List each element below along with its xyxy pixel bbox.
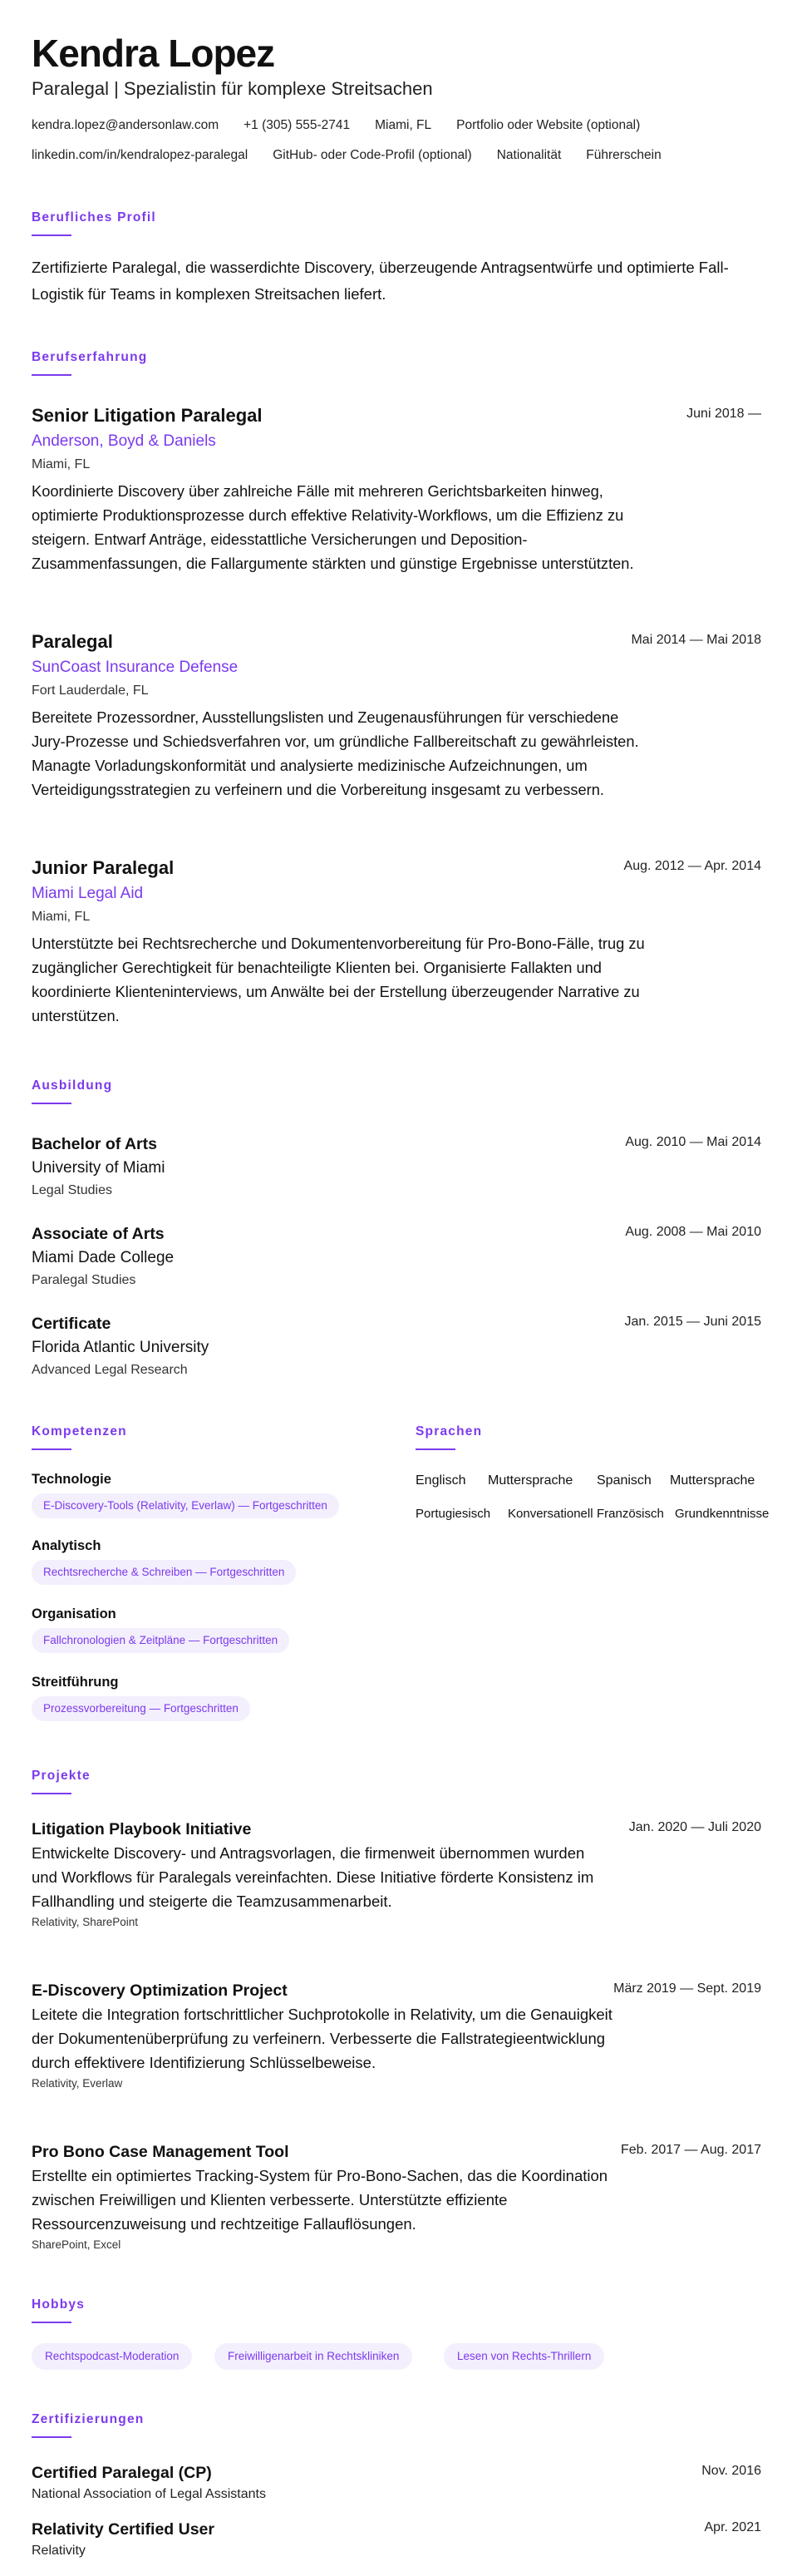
project-tech: SharePoint, Excel: [32, 2238, 121, 2251]
project-entry: [32, 1979, 761, 2093]
project-date: Feb. 2017 — Aug. 2017: [620, 2143, 761, 2157]
skill-chip: Rechtsrecherche & Schreiben — Fortgeschritten: [32, 1560, 296, 1585]
section-heading-languages: Sprachen: [416, 1424, 483, 1439]
education-entry: [32, 1222, 761, 1291]
language-level: Grundkenntnisse: [675, 1507, 770, 1521]
certification-date: Nov. 2016: [701, 2464, 761, 2478]
contact-row: [32, 116, 780, 135]
project-date: März 2019 — Sept. 2019: [613, 1981, 761, 1996]
resume-page: [32, 0, 770, 2576]
education-degree: Associate of Arts: [32, 1225, 165, 1243]
candidate-tagline: Paralegal | Spezialistin für komplexe Streitsachen: [32, 78, 433, 99]
certification-title: Relativity Certified User: [32, 2520, 214, 2539]
job-title: Senior Litigation Paralegal: [32, 405, 263, 426]
job-entry: [32, 402, 761, 575]
education-date: Jan. 2015 — Juni 2015: [624, 1315, 761, 1329]
language-name: Portugiesisch: [416, 1507, 491, 1521]
education-entry: [32, 1133, 761, 1202]
section-heading-hobbies: Hobbys: [32, 2297, 86, 2312]
education-date: Aug. 2010 — Mai 2014: [625, 1135, 761, 1149]
job-date: Aug. 2012 — Apr. 2014: [623, 859, 761, 873]
section-heading-experience: Berufserfahrung: [32, 350, 148, 364]
job-location: Miami, FL: [32, 910, 91, 924]
language-name: Französisch: [597, 1507, 664, 1521]
education-date: Aug. 2008 — Mai 2010: [625, 1225, 761, 1239]
job-date: Mai 2014 — Mai 2018: [631, 633, 761, 647]
language-level: Muttersprache: [670, 1473, 755, 1488]
education-field: Legal Studies: [32, 1183, 112, 1197]
project-date: Jan. 2020 — Juli 2020: [628, 1820, 761, 1834]
education-field: Advanced Legal Research: [32, 1363, 188, 1377]
candidate-name: Kendra Lopez: [32, 32, 275, 75]
section-heading-education: Ausbildung: [32, 1078, 113, 1093]
contact-row: [32, 146, 780, 165]
skill-category: Analytisch: [32, 1538, 101, 1553]
section-heading-skills: Kompetenzen: [32, 1424, 127, 1439]
contact-phone[interactable]: +1 (305) 555-2741: [244, 118, 351, 132]
project-description: Erstellte ein optimiertes Tracking-System für Pro-Bono-Sachen, das die Koordination zwischen Freiwilligen und Klienten verbesserte. Unterstützte effiziente Ressourcenzuweisung und rechtzeitige Fallauflösungen.: [32, 2167, 608, 2233]
education-school: Florida Atlantic University: [32, 1339, 209, 1356]
job-title: Paralegal: [32, 631, 113, 652]
contact-linkedin[interactable]: linkedin.com/in/kendralopez-paralegal: [32, 148, 248, 162]
certification-title: Certified Paralegal (CP): [32, 2464, 212, 2482]
job-entry: [32, 629, 761, 802]
contact-email[interactable]: kendra.lopez@andersonlaw.com: [32, 118, 219, 132]
language-name: Spanisch: [597, 1473, 652, 1488]
hobby-chip: Freiwilligenarbeit in Rechtskliniken: [214, 2343, 412, 2370]
project-title: E-Discovery Optimization Project: [32, 1981, 288, 2000]
profile-summary: Zertifizierte Paralegal, die wasserdichte Discovery, überzeugende Antragsentwürfe und optimierte Fall-Logistik für Teams in komplexen Streitsachen liefert.: [32, 259, 729, 303]
contact-nationality: Nationalität: [496, 148, 562, 162]
contact-portfolio[interactable]: Portfolio oder Website (optional): [456, 118, 641, 132]
certification-entry: [32, 2518, 761, 2561]
language-name: Englisch: [416, 1473, 466, 1488]
language-level: Konversationell: [508, 1507, 593, 1521]
project-title: Pro Bono Case Management Tool: [32, 2143, 289, 2161]
certification-date: Apr. 2021: [704, 2520, 761, 2534]
education-degree: Certificate: [32, 1315, 111, 1333]
project-tech: Relativity, Everlaw: [32, 2077, 123, 2090]
project-entry: [32, 1818, 761, 1932]
education-entry: [32, 1312, 761, 1381]
skill-category: Organisation: [32, 1606, 116, 1621]
education-school: Miami Dade College: [32, 1249, 175, 1266]
job-title: Junior Paralegal: [32, 857, 175, 878]
language-level: Muttersprache: [488, 1473, 573, 1488]
education-degree: Bachelor of Arts: [32, 1135, 157, 1153]
job-date: Juni 2018 —: [686, 407, 761, 421]
job-location: Fort Lauderdale, FL: [32, 683, 149, 698]
job-company: Miami Legal Aid: [32, 885, 144, 902]
skill-chip: Prozessvorbereitung — Fortgeschritten: [32, 1696, 250, 1721]
contact-license: Führerschein: [586, 148, 662, 162]
job-description: Bereitete Prozessordner, Ausstellungslisten und Zeugenausführungen für verschiedene Jury-Prozesse und Schiedsverfahren vor, um gründliche Fallbereitschaft zu gewährleisten. Managte Vorladungskonformität und analysierte medizinische Aufzeichnungen, um Verteidigungsstrategien zu verfeinern und die Vorbereitung insgesamt zu verbessern.: [32, 708, 639, 798]
job-company: SunCoast Insurance Defense: [32, 659, 239, 676]
section-heading-profile: Berufliches Profil: [32, 210, 156, 225]
skill-chip: E-Discovery-Tools (Relativity, Everlaw) — Fortgeschritten: [32, 1493, 339, 1518]
project-entry: [32, 2140, 761, 2254]
job-location: Miami, FL: [32, 457, 91, 471]
job-entry: [32, 855, 761, 1028]
skill-chip: Fallchronologien & Zeitpläne — Fortgeschritten: [32, 1628, 289, 1653]
certification-org: National Association of Legal Assistants: [32, 2487, 266, 2501]
project-title: Litigation Playbook Initiative: [32, 1820, 252, 1838]
section-heading-certifications: Zertifizierungen: [32, 2412, 145, 2426]
job-description: Unterstützte bei Rechtsrecherche und Dokumentenvorbereitung für Pro-Bono-Fälle, trug zu zugänglicher Gerechtigkeit für benachteiligte Klienten bei. Organisierte Fallakten und koordinierte Klienteninterviews, um Anwälte bei der Erstellung überzeugender Narrative zu unterstützen.: [32, 935, 645, 1024]
project-tech: Relativity, SharePoint: [32, 1916, 139, 1928]
certification-org: Relativity: [32, 2544, 86, 2558]
job-description: Koordinierte Discovery über zahlreiche Fälle mit mehreren Gerichtsbarkeiten hinweg, optimierte Produktionsprozesse durch effektive Relativity-Workflows, um die Effizienz zu steigern. Entwarf Anträge, eidesstattliche Versicherungen und Deposition-Zusammenfassungen, die Fallargumente stärkten und günstige Ergebnisse unterstützten.: [32, 482, 634, 572]
section-heading-projects: Projekte: [32, 1769, 91, 1783]
hobby-chip: Rechtspodcast-Moderation: [32, 2343, 192, 2370]
contact-location: Miami, FL: [375, 118, 432, 132]
certification-entry: [32, 2461, 761, 2504]
education-school: University of Miami: [32, 1159, 165, 1177]
job-company: Anderson, Boyd & Daniels: [32, 432, 216, 450]
project-description: Entwickelte Discovery- und Antragsvorlagen, die firmenweit übernommen wurden und Workflows für Paralegals vereinfachten. Diese Initiative förderte Konsistenz im Fallhandling und steigerte die Teamzusammenarbeit.: [32, 1844, 594, 1910]
contact-github[interactable]: GitHub- oder Code-Profil (optional): [273, 148, 472, 162]
hobby-chip: Lesen von Rechts-Thrillern: [444, 2343, 604, 2370]
education-field: Paralegal Studies: [32, 1273, 136, 1287]
skill-category: Technologie: [32, 1472, 111, 1487]
project-description: Leitete die Integration fortschrittlicher Suchprotokolle in Relativity, um die Genauigkeit der Dokumentenüberprüfung zu verfeinern. Verbesserte die Fallstrategieentwicklung durch effektivere Identifizierung Schlüsselbeweise.: [32, 2006, 612, 2071]
skill-category: Streitführung: [32, 1675, 119, 1690]
